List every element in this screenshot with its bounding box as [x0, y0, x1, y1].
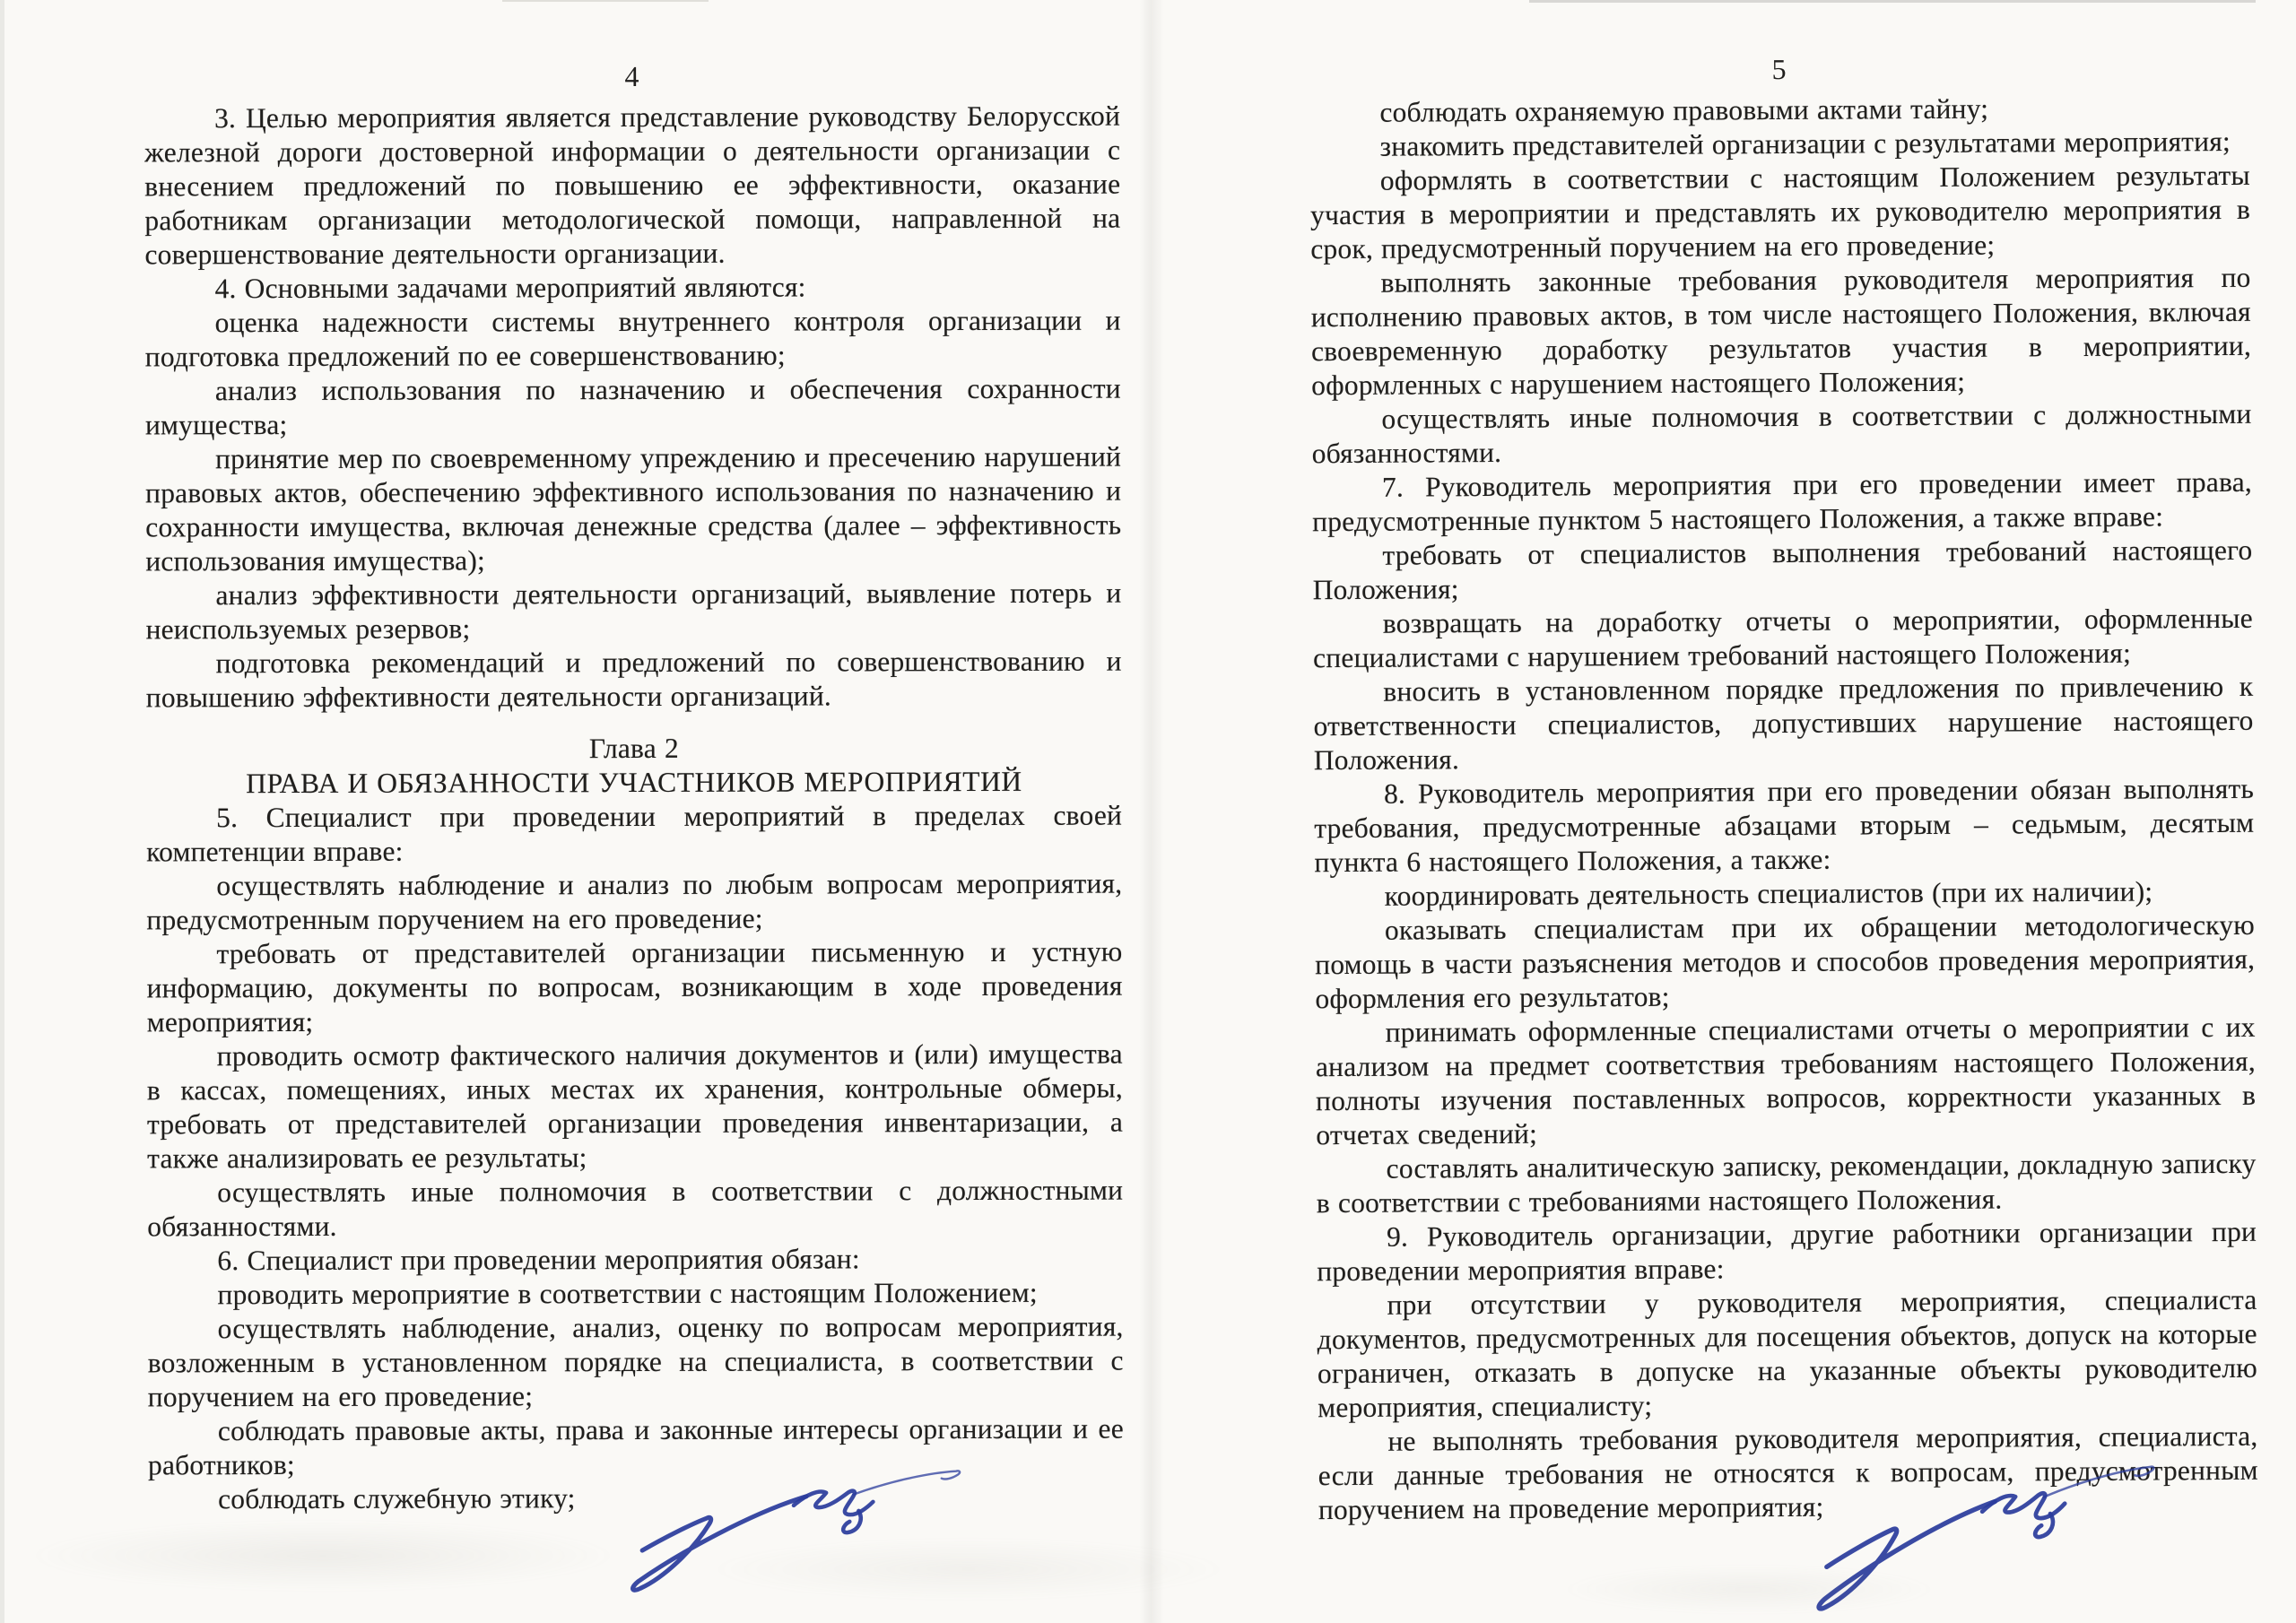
paragraph: требовать от специалистов выполнения требований настоящего Положения;: [1312, 534, 2253, 606]
paragraph: принятие мер по своевременному упреждению и пресечению нарушений правовых актов, обеспечению эффективного использования по назначению и сохранности имущества, включая денежные средства (далее – эффективность использования имущества);: [145, 440, 1122, 577]
paragraph: возвращать на доработку отчеты о мероприятии, оформленные специалистами с нарушением требований настоящего Положения;: [1312, 602, 2253, 674]
paragraph: 3. Целью мероприятия является представление руководству Белорусской железной дороги достоверной информации о деятельности организации с внесением предложений по повышению ее эффективности, оказание работникам организации методологической помощи, направленной на совершенствование деятельности организации.: [144, 100, 1121, 271]
paragraph: проводить осмотр фактического наличия документов и (или) имущества в кассах, помещениях, иных местах их хранения, контрольные обмеры, требовать от представителей организации проведения инвентаризации, а также анализировать ее результаты;: [146, 1037, 1124, 1175]
paragraph: осуществлять наблюдение, анализ, оценку по вопросам мероприятия, возложенным в установленном порядке на специалиста, в соответствии с поручением на его проведение;: [147, 1310, 1124, 1413]
paragraph: оформлять в соответствии с настоящим Положением результаты участия в мероприятии и представлять их руководителю мероприятия в срок, предусмотренный поручением на его проведение;: [1309, 159, 2251, 265]
signature: [1796, 1462, 2179, 1617]
paragraph: 4. Основными задачами мероприятий являются:: [214, 271, 806, 305]
paragraph: требовать от представителей организации письменную и устную информацию, документы по вопросам, возникающим в ходе проведения мероприятия;: [146, 935, 1123, 1038]
paragraph: координировать деятельность специалистов (при их наличии);: [1384, 875, 2153, 912]
paragraph: осуществлять иные полномочия в соответствии с должностными обязанностями.: [1311, 397, 2252, 470]
paragraph: анализ эффективности деятельности организаций, выявление потерь и неиспользуемых резервов;: [145, 577, 1122, 646]
chapter-title: ПРАВА И ОБЯЗАННОСТИ УЧАСТНИКОВ МЕРОПРИЯТИЙ: [246, 765, 1022, 800]
paragraph: осуществлять наблюдение и анализ по любым вопросам мероприятия, предусмотренным поручением на его проведение;: [146, 867, 1123, 936]
paragraph: соблюдать правовые акты, права и законные интересы организации и ее работников;: [147, 1412, 1124, 1481]
paragraph: анализ использования по назначению и обеспечения сохранности имущества;: [144, 372, 1121, 441]
page-5-sheet: [1309, 49, 2258, 1527]
signature: [617, 1467, 978, 1598]
page-5-content: [1309, 91, 2258, 1527]
chapter: Глава 2: [588, 732, 679, 765]
paragraph: осуществлять иные полномочия в соответствии с должностными обязанностями.: [147, 1174, 1124, 1243]
page-number: 4: [624, 59, 640, 93]
paragraph: оценка надежности системы внутреннего контроля организации и подготовка предложений по ее совершенствованию;: [144, 304, 1121, 373]
paragraph: проводить мероприятие в соответствии с настоящим Положением;: [217, 1276, 1038, 1311]
paragraph: не выполнять требования руководителя мероприятия, специалиста, если данные требования не относятся к вопросам, предусмотренным поручением на проведение мероприятия;: [1318, 1419, 2258, 1526]
paragraph: 7. Руководитель мероприятия при его проведении имеет права, предусмотренные пунктом 5 настоящего Положения, а также вправе:: [1312, 465, 2253, 538]
paragraph: 9. Руководитель организации, другие работники организации при проведении мероприятия вправе:: [1317, 1215, 2257, 1288]
page-4-sheet: [144, 58, 1124, 1517]
page-4-content: [144, 100, 1124, 1517]
paragraph: подготовка рекомендаций и предложений по совершенствованию и повышению эффективности деятельности организаций.: [145, 645, 1122, 714]
paragraph: соблюдать служебную этику;: [218, 1482, 576, 1515]
paragraph: 8. Руководитель мероприятия при его проведении обязан выполнять требования, предусмотренные абзацами вторым – седьмым, десятым пункта 6 настоящего Положения, а также:: [1314, 772, 2255, 879]
paragraph: соблюдать охраняемую правовыми актами тайну;: [1379, 92, 1989, 128]
paragraph: 6. Специалист при проведении мероприятия обязан:: [217, 1243, 860, 1277]
paragraph: знакомить представителей организации с результатами мероприятия;: [1379, 125, 2231, 162]
paragraph: принимать оформленные специалистами отчеты о мероприятии с их анализом на предмет соответствия требованиям настоящего Положения, полноты изучения поставленных вопросов, корректности указанных в отчетах сведений;: [1315, 1011, 2257, 1151]
page-5: [1148, 0, 2296, 1623]
paragraph: оказывать специалистам при их обращении методологическую помощь в части разъяснения методов и способов проведения мероприятия, оформления его результатов;: [1315, 908, 2256, 1015]
paragraph: вносить в установленном порядке предложения по привлечению к ответственности специалистов, допустивших нарушение настоящего Положения.: [1313, 670, 2254, 777]
paragraph: 5. Специалист при проведении мероприятий в пределах своей компетенции вправе:: [146, 799, 1123, 868]
paragraph: выполнять законные требования руководителя мероприятия по исполнению правовых актов, в том числе настоящего Положения, включая своевременную доработку результатов участия в мероприятии, оформленных с нарушением настоящего Положения;: [1310, 261, 2252, 402]
paragraph: составлять аналитическую записку, рекомендации, докладную записку в соответствии с требованиями настоящего Положения.: [1316, 1147, 2257, 1219]
page-number: 5: [1771, 52, 1787, 86]
paragraph: при отсутствии у руководителя мероприятия, специалиста документов, предусмотренных для посещения объектов, допуск на которые ограничен, отказать в допуске на указанные объекты руководителю мероприятия, специалисту;: [1317, 1283, 2258, 1424]
